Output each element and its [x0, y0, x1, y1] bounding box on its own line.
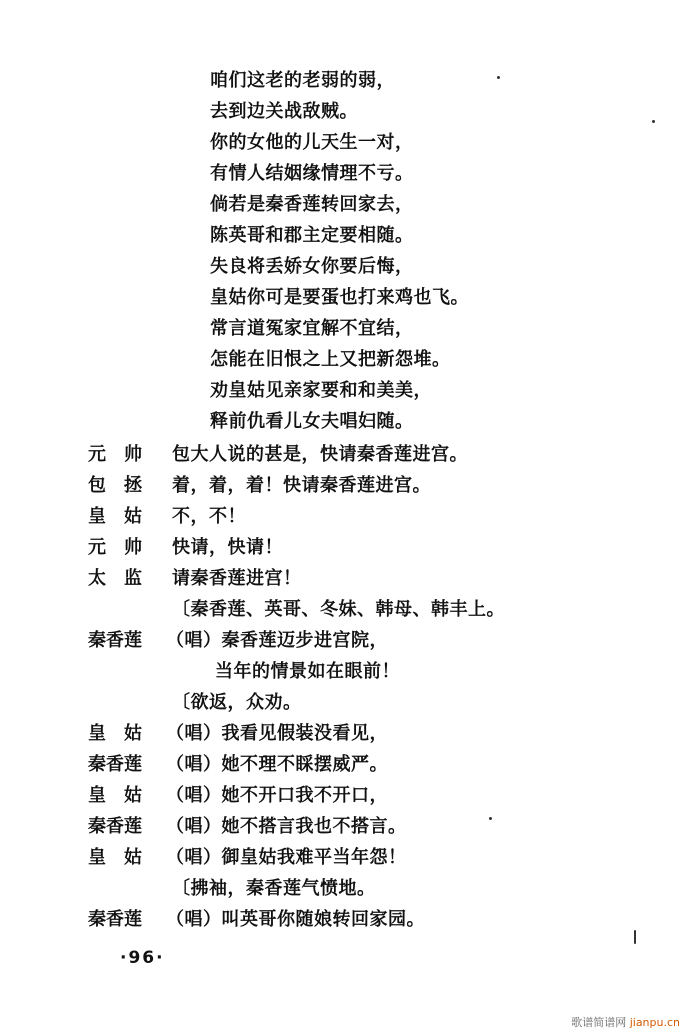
lyric-line: 倘若是秦香莲转回家去，	[210, 194, 414, 215]
watermark	[571, 1014, 680, 1030]
lyric-line: 常言道冤家宜解不宜结，	[210, 318, 414, 339]
lyric-line: 陈英哥和郡主定要相随。	[210, 225, 414, 246]
stage-direction: 〔欲返，众劝。	[172, 692, 302, 713]
dialogue-line: 着，着，着！快请秦香莲进宫。	[172, 475, 431, 496]
dialogue-line: 快请，快请！	[172, 537, 283, 558]
lyric-line: 你的女他的儿天生一对，	[210, 132, 414, 153]
lyric-line: 皇姑你可是要蛋也打来鸡也飞。	[210, 287, 469, 308]
lyric-line: 失良将丢娇女你要后悔，	[210, 256, 414, 277]
sung-line: （唱）她不搭言我也不搭言。	[166, 816, 407, 837]
dialogue-line: 包大人说的甚是，快请秦香莲进宫。	[172, 444, 468, 465]
lyric-line: 释前仇看儿女夫唱妇随。	[210, 411, 414, 432]
page-number: ·96·	[120, 948, 165, 968]
watermark-url: jianpu.cn	[629, 1016, 680, 1029]
sung-line: （唱）她不理不睬摆威严。	[166, 754, 388, 775]
speaker-name: 秦香莲	[88, 754, 142, 775]
stage-direction: 〔秦香莲、英哥、冬妹、韩母、韩丰上。	[172, 599, 505, 620]
scan-speck	[652, 120, 655, 123]
scan-speck	[634, 930, 636, 944]
watermark-site: 歌谱简谱网	[571, 1016, 627, 1029]
speaker-name: 皇 姑	[88, 506, 142, 527]
sung-line: （唱）秦香莲迈步进宫院，	[166, 630, 388, 651]
dialogue-line: 请秦香莲进宫！	[172, 568, 302, 589]
scan-speck	[497, 76, 500, 79]
speaker-name: 包 拯	[88, 475, 142, 496]
speaker-name: 秦香莲	[88, 816, 142, 837]
scan-speck	[489, 817, 492, 820]
speaker-name: 太 监	[88, 568, 142, 589]
stage-direction: 〔拂袖，秦香莲气愤地。	[172, 878, 376, 899]
speaker-name: 秦香莲	[88, 909, 142, 930]
sung-line: （唱）她不开口我不开口，	[166, 785, 388, 806]
speaker-name: 元 帅	[88, 444, 142, 465]
lyric-line: 劝皇姑见亲家要和和美美，	[210, 380, 432, 401]
speaker-name: 秦香莲	[88, 630, 142, 651]
dialogue-line: 不，不！	[172, 506, 246, 527]
lyric-line: 怎能在旧恨之上又把新怨堆。	[210, 349, 451, 370]
lyric-line: 咱们这老的老弱的弱，	[210, 70, 395, 91]
lyric-line: 有情人结姻缘情理不亏。	[210, 163, 414, 184]
speaker-name: 元 帅	[88, 537, 142, 558]
speaker-name: 皇 姑	[88, 785, 142, 806]
sung-line-continued: 当年的情景如在眼前！	[215, 661, 400, 682]
lyric-line: 去到边关战敌贼。	[210, 101, 358, 122]
sung-line: （唱）叫英哥你随娘转回家园。	[166, 909, 425, 930]
speaker-name: 皇 姑	[88, 723, 142, 744]
speaker-name: 皇 姑	[88, 847, 142, 868]
sung-line: （唱）我看见假装没看见，	[166, 723, 388, 744]
sung-line: （唱）御皇姑我难平当年怨！	[166, 847, 407, 868]
